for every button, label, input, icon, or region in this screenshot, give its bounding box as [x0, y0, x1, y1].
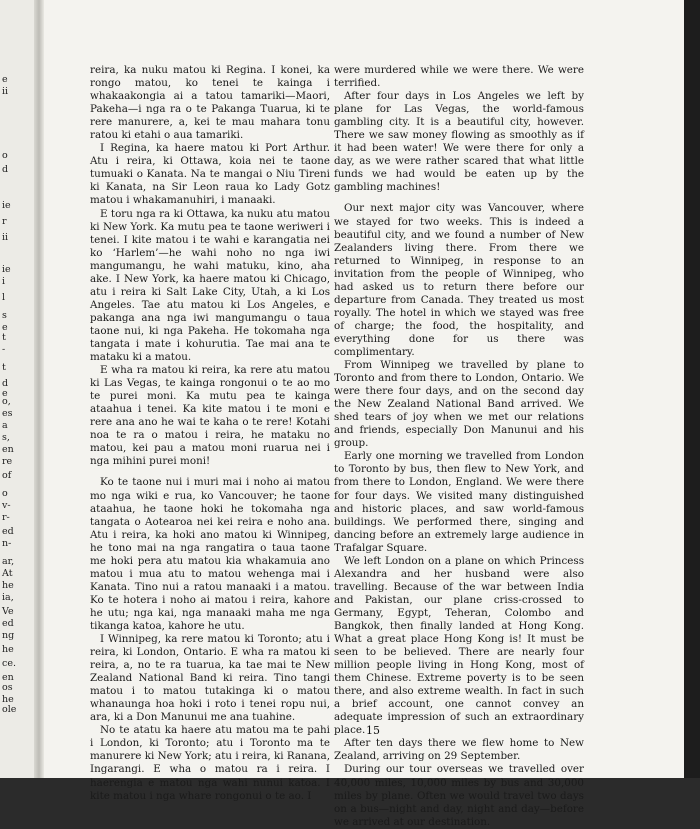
- margin-fragment: en: [2, 672, 14, 683]
- margin-fragment: s: [2, 310, 7, 321]
- margin-fragment: i: [2, 276, 6, 287]
- margin-fragment: t: [2, 362, 6, 373]
- margin-fragment: ng: [2, 630, 15, 641]
- margin-fragment: ce.: [2, 658, 16, 669]
- margin-fragment: ed: [2, 618, 14, 629]
- margin-fragment: ar,: [2, 556, 15, 567]
- margin-fragment: Ve: [2, 606, 14, 617]
- margin-fragment: ed: [2, 526, 14, 537]
- margin-fragment: ie: [2, 264, 11, 275]
- maori-text-column: [90, 64, 330, 803]
- margin-fragment: d: [2, 164, 9, 175]
- margin-fragment: ia,: [2, 592, 14, 603]
- page-number: 15: [366, 724, 380, 737]
- margin-fragment: he: [2, 694, 14, 705]
- margin-fragment: ii: [2, 232, 9, 243]
- paragraph: After ten days there we flew home to New Zealand, arriving on 29 September.: [334, 737, 584, 763]
- margin-fragment: o,: [2, 396, 11, 407]
- margin-fragment: d: [2, 378, 9, 389]
- margin-fragment: ie: [2, 200, 11, 211]
- paragraph: Ko te taone nui i muri mai i noho ai matou mo nga wiki e rua, ko Vancouver; he taone ataahua, he taone hoki he tokomaha nga tangata o Aotearoa nei kei reira e noho ana. Atu i reira, ka hoki ano matou ki Winnipeg, he tono mai na nga rangatira o taua taone me hoki pera atu matou kia whakamuia ano matou i mua atu to matou wehenga mai i Kanata. Tino nui a ratou manaaki i a matou. Ko te hotera i noho ai matou i reira, kahore he utu; nga kai, nga manaaki maha me nga tikanga katoa, kahore he utu.: [90, 476, 330, 632]
- margin-fragment: o: [2, 488, 8, 499]
- margin-fragment: v-: [2, 500, 11, 511]
- margin-fragment: a: [2, 420, 8, 431]
- document-page: [44, 0, 684, 828]
- paragraph: No te atatu ka haere atu matou ma te pahi i London, ki Toronto; atu i Toronto ma te manurere ki New York; atu i reira, ki Ranana, Ingarangi. E wha o matou ra i reira. I haerengia e matou nga wahi nunui katoa. I kite matou i nga whare rongonui o te ao. I: [90, 724, 330, 802]
- scan-background-edge: [684, 0, 700, 778]
- paragraph: I Regina, ka haere matou ki Port Arthur. Atu i reira, ki Ottawa, koia nei te taone tumuaki o Kanata. Na te mangai o Niu Tireni ki Kanata, na Sir Leon raua ko Lady Gotz matou i whakamanuhiri, i manaaki.: [90, 142, 330, 207]
- paragraph: E wha ra matou ki reira, ka rere atu matou ki Las Vegas, te kainga rongonui o te ao mo te purei moni. Ka mutu pea te kainga ataahua i tenei. Ka kite matou i te moni e rere ana ano he wai te kaha o te rere! Kotahi noa te ra o matou i reira, he mataku no matou, kei pau a matou moni ruarua nei i nga mihini purei moni!: [90, 364, 330, 468]
- margin-fragment: e: [2, 388, 8, 399]
- margin-fragment: re: [2, 456, 13, 467]
- paragraph: reira, ka nuku matou ki Regina. I konei, ka rongo matou, ko tenei te kainga i whakaakongia ai a tatou tamariki—Maori, Pakeha—i nga ra o te Pakanga Tuarua, ki te rere manurere, a, kei te mau mahara tonu ratou ki etahi o aua tamariki.: [90, 64, 330, 142]
- paragraph: E toru nga ra ki Ottawa, ka nuku atu matou ki New York. Ka mutu pea te taone weriweri i tenei. I kite matou i te wahi e karangatia nei ko ‘Harlem’—he wahi noho no nga iwi mangumangu, he wahi matuku, kino, aha ake. I New York, ka haere matou ki Chicago, atu i reira ki Salt Lake City, Utah, a ki Los Angeles. Tae atu matou ki Los Angeles, e pakanga ana nga iwi mangumangu o taua taone nui, ki nga Pakeha. He tokomaha nga tangata i mate i kohurutia. Tae mai ana te mataku ki a matou.: [90, 207, 330, 364]
- margin-fragment: o: [2, 150, 8, 161]
- paragraph: After four days in Los Angeles we left by plane for Las Vegas, the world-famous gambling city. It is a beautiful city, however. There we saw money flowing as smoothly as if it had been water! We were there for only a day, as we were rather scared that what little funds we had would be eaten up by the gambling machines!: [334, 90, 584, 194]
- margin-fragment: es: [2, 408, 13, 419]
- paragraph: Our next major city was Vancouver, where we stayed for two weeks. This is indeed a beautiful city, and we found a number of New Zealanders living there. From there we returned to Winnipeg, in response to an invitation from the people of Winnipeg, who had asked us to return there before our departure from Canada. They treated us most royally. The hotel in which we stayed was free of charge; the food, the hospitality, and everything done for us there was complimentary.: [334, 202, 584, 358]
- paragraph: We left London on a plane on which Princess Alexandra and her husband were also travelling. Because of the war between India and Pakistan, our plane criss-crossed to Germany, Egypt, Teheran, Colombo and Bangkok, then finally landed at Hong Kong. What a great place Hong Kong is! It must be seen to be believed. There are nearly four million people living in Hong Kong, most of them Chinese. Extreme poverty is to be seen there, and also extreme wealth. In fact in such a brief account, one cannot convey an adequate impression of such an extraordinary place.: [334, 554, 584, 737]
- margin-fragment: he: [2, 644, 14, 655]
- margin-fragment: e: [2, 322, 8, 333]
- margin-fragment: ii: [2, 86, 9, 97]
- margin-fragment: l: [2, 292, 6, 303]
- margin-fragment: r: [2, 216, 7, 227]
- margin-fragment: of: [2, 470, 12, 481]
- margin-fragment: At: [2, 568, 13, 579]
- margin-fragment: s,: [2, 432, 10, 443]
- margin-fragment: os: [2, 682, 13, 693]
- paragraph: Early one morning we travelled from London to Toronto by bus, then flew to New York, and from there to London, England. We were there for four days. We visited many distinguished and historic places, and saw world-famous buildings. We performed there, singing and dancing before an extremely large audience in Trafalgar Square.: [334, 450, 584, 554]
- paragraph: I Winnipeg, ka rere matou ki Toronto; atu i reira, ki London, Ontario. E wha ra matou ki reira, a, no te ra tuarua, ka tae mai te New Zealand National Band ki reira. Tino tangi matou i to matou tutakinga ki o matou whanaunga hoa hoki i roto i tenei ropu nui, ara, ki a Don Manunui me ana tuahine.: [90, 633, 330, 724]
- paragraph: were murdered while we were there. We were terrified.: [334, 64, 584, 90]
- margin-fragment: en: [2, 444, 14, 455]
- margin-fragment: n-: [2, 538, 12, 549]
- margin-fragment: r-: [2, 512, 10, 523]
- paragraph: From Winnipeg we travelled by plane to Toronto and from there to London, Ontario. We were there four days, and on the second day the New Zealand National Band arrived. We shed tears of joy when we met our relations and friends, especially Don Manunui and his group.: [334, 359, 584, 450]
- english-text-column: [334, 64, 584, 829]
- margin-fragment: -: [2, 344, 6, 355]
- margin-fragment: t: [2, 332, 6, 343]
- book-gutter: [34, 0, 44, 778]
- paragraph: During our tour overseas we travelled over 40,000 miles, 10,000 miles by bus and 30,000 miles by plane. Often we would travel two days on a bus—night and day, night and day—before we arrived at our destination.: [334, 763, 584, 828]
- margin-fragment: he: [2, 580, 14, 591]
- margin-fragment: ole: [2, 704, 17, 715]
- margin-fragment: e: [2, 74, 8, 85]
